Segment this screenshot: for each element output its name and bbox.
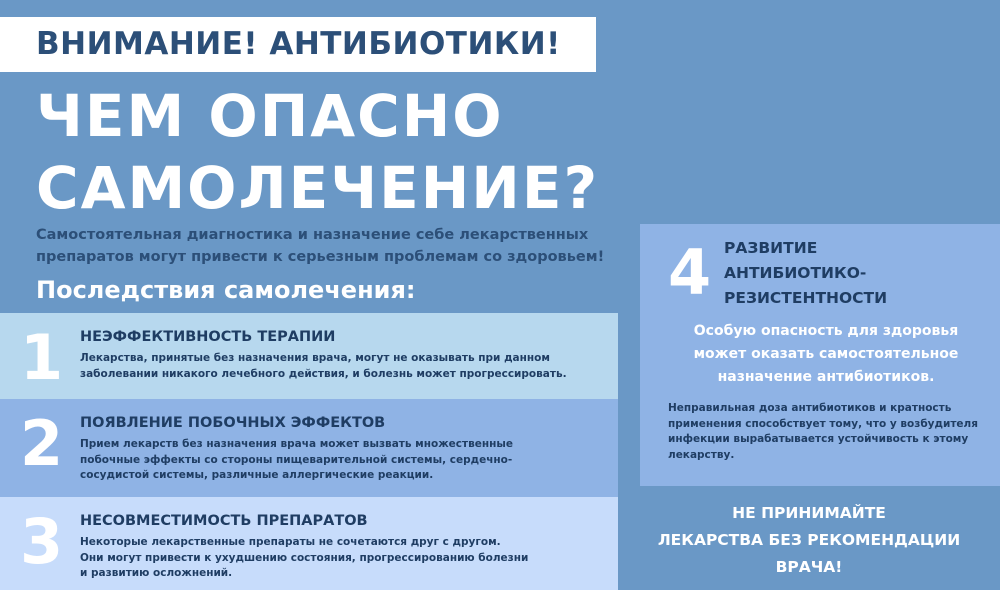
item-text-line: сосудистой системы, различные аллергические реакции. [80,469,434,481]
item-number: 2 [20,407,64,480]
consequences-heading: Последствия самолечения: [36,276,416,304]
item-text-line: Лекарства, принятые без назначения врача, могут не оказывать при данном [80,352,550,364]
item-text [80,351,610,382]
item-number: 3 [20,505,64,578]
intro-line-1: Самостоятельная диагностика и назначение себе лекарственных [36,227,589,243]
cta-line-2: ЛЕКАРСТВА БЕЗ РЕКОМЕНДАЦИИ [657,531,961,549]
item-text-line: инфекции вырабатывается устойчивость к этому [668,433,969,445]
item-lead-line: назначение антибиотиков. [717,369,935,385]
item-number: 4 [668,236,712,309]
consequence-item-3 [0,497,618,590]
headline-line-1: ЧЕМ ОПАСНО [36,82,504,150]
consequence-item-4 [640,224,1000,486]
cta-line-1: НЕ ПРИНИМАЙТЕ [732,504,886,522]
item-lead [656,320,996,389]
call-to-action [618,500,1000,581]
item-number: 1 [20,321,64,394]
item-text-line: Некоторые лекарственные препараты не сочетаются друг с другом. [80,536,501,548]
item-title: НЕЭФФЕКТИВНОСТЬ ТЕРАПИИ [80,329,336,345]
item-text [668,401,993,463]
item-text-line: Неправильная доза антибиотиков и кратность [668,402,952,414]
consequence-item-2 [0,399,618,497]
item-title-line: РАЗВИТИЕ [724,239,818,257]
banner-title: ВНИМАНИЕ! АНТИБИОТИКИ! [36,26,561,62]
item-lead-line: может оказать самостоятельное [693,346,959,362]
item-title: ПОЯВЛЕНИЕ ПОБОЧНЫХ ЭФФЕКТОВ [80,415,386,431]
headline-line-2: САМОЛЕЧЕНИЕ? [36,154,600,222]
title-banner [0,17,596,72]
item-title: НЕСОВМЕСТИМОСТЬ ПРЕПАРАТОВ [80,513,368,529]
item-title-line: РЕЗИСТЕНТНОСТИ [724,289,888,307]
item-text-line: заболевании никакого лечебного действия, и болезнь может прогрессировать. [80,367,567,380]
headline [36,80,600,224]
intro-line-2: препаратов могут привести к серьезным проблемам со здоровьем! [36,249,605,265]
item-text-line: Они могут привести к ухудшению состояния, прогрессированию болезни [80,551,529,564]
item-text-line: лекарству. [668,448,735,461]
item-text-line: Прием лекарств без назначения врача может вызвать множественные [80,438,513,450]
item-text-line: побочные эффекты со стороны пищеварительной системы, сердечно- [80,453,513,466]
item-text-line: и развитию осложнений. [80,567,233,579]
cta-line-3: ВРАЧА! [775,558,843,576]
item-lead-line: Особую опасность для здоровья [693,323,959,339]
item-text-line: применения способствует тому, что у возбудителя [668,417,978,430]
item-title-line: АНТИБИОТИКО- [724,264,867,282]
item-title [724,236,887,311]
item-text [80,437,610,484]
consequence-item-1 [0,313,618,399]
item-text [80,535,610,582]
intro-text [36,224,636,268]
